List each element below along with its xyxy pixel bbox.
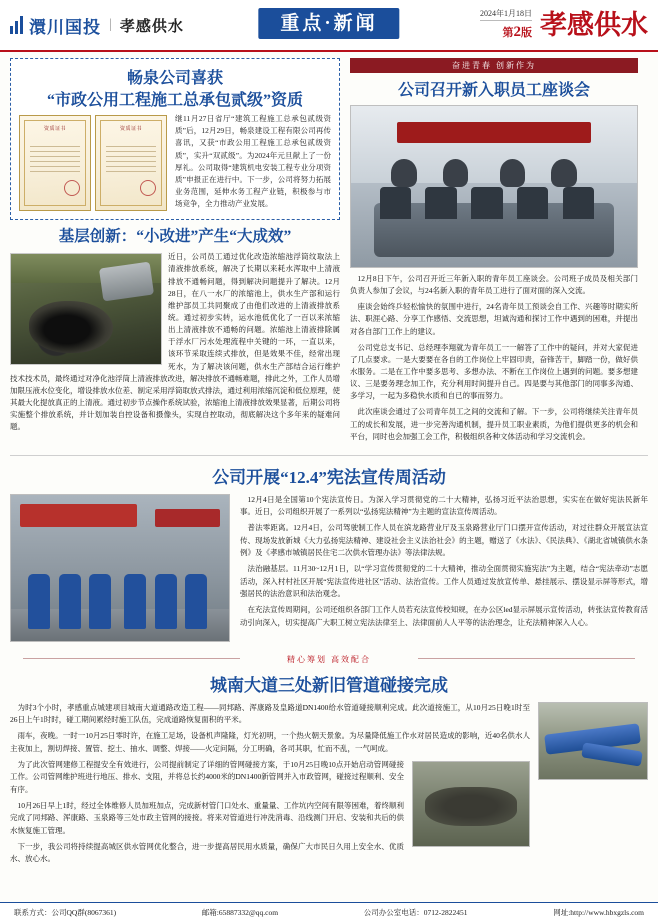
issue-date: 2024年1月18日 [480, 9, 532, 21]
photo-meeting-banner [397, 122, 591, 143]
article-qualification [10, 58, 340, 220]
photo-law-promotion-booth [10, 494, 230, 642]
photo-meeting-room [350, 105, 638, 268]
footer-website[interactable]: 网址:http://www.hbxgzls.com [553, 908, 644, 917]
article-grassroots-body: 近日，公司员工通过优化改造浓缩池浮筒纹取法上清液排放系统，解决了长期以来耗水浑取中上清液排放不通畅问题，得到解决问题提升了解决。12月28日，在八一水厂的浓缩池上，供水生产部和运行维护部员工共同聚成了由他们改进的上清液排放系统。通过初步实转，运水池低优化了一百以来浓缩出上清液排放不通畅的问题。浓缩池上清液排除属于浮水厂污水处理流程中关键的一环，一直以来，该环节采取连续式排放，但是效果不佳，经常出现死水，为了解决该问题，供水生产部结合运行维护技术技术员，最终通过对净化池浮筒上清液排放改进，解决排放不通畅难题，排此之外，工作人员增加限压液水位变化，增设排放水位差、制定采用浮筒取放式排法，通过利用浓缩沉淀和低位原理，使其最大化提放真正的上清液。通过初步节点操作系统试验，浓缩池上清液排放效果显著，后期公司将实施整个排放系统，并计划加装自控设备和摄像头，实现自控取动，彻底解决这个多年来的疑难问题。 [10, 252, 340, 432]
photo-volunteer [28, 574, 50, 629]
article-pipeline-title: 城南大道三处新旧管道碰接完成 [210, 675, 448, 695]
right-column [350, 58, 638, 447]
page-number-label [480, 23, 532, 41]
paragraph: 下一步，我公司将持续提高城区供水管网优化整合，进一步提高居民用水质量，确保广大市民日久用上安全水、优质水、放心水。 [10, 841, 404, 864]
page-label-pre: 第 [502, 26, 514, 39]
masthead [0, 0, 658, 52]
certificate-photo-group [19, 115, 169, 211]
paragraph: 座谈会始终乒轻松愉快的氛围中进行，24名青年员工预谈会自工作、兴趣等时期实所法、职涯心路、分享工作感悟、交流思想，坦诚沟通和探讨工作中遇到的困难，并提出对各自部门工作上的建议。 [350, 302, 638, 336]
paragraph: 12月8日下午，公司召开近三年新入职的青年员工座谈会。公司班子成员及相关部门负责人参加了会议，与24名新入职的青年员工进行了面对面的深入交流。 [350, 274, 638, 296]
article-qualification-title-line1: 畅泉公司喜获 [126, 70, 223, 87]
footer-email: 邮箱:65887332@qq.com [201, 908, 279, 917]
article-new-employees-body [350, 273, 638, 443]
article-pipeline-body [10, 702, 648, 870]
org-secondary-name: 孝感供水 [119, 18, 184, 35]
paragraph: 为了此次管网建修工程提安全有效进行，公司提前制定了详细的管网碰接方案，于10月25日晚10点开始启动管网碰接工作。公司管网维护班进行地压、排水、支阻，并将总长约4000米的DN1400新管网并入市政管网，碰接过程顺利、安全有序。 [10, 760, 404, 794]
org-primary-name: 澴川国投 [29, 17, 101, 37]
page-footer [0, 902, 658, 922]
paragraph: 法治融基层。11月30~12月1日，以“学习宣传贯彻党的二十大精神，推动全面贯彻实施宪法”为主题，结合“宪法牵动”志愿活动，深入村村社区开展“宪法宣传进社区”活动、法治宣传。工作人员通过发放宣传单、悬挂展示、摆设显示屏等形式，增强居民的法治意识和法治观念。 [240, 564, 648, 598]
paragraph: 为时3个小时，孝感重点城建项目城南大道通路改造工程——同邦路、浑康路及皇路道DN1400给水管道碰接顺利完成。此次道接施工，从10月25日晚1时至26日上午1时时，碰工期间累经时施工队伍，完成道路恢复面积的平米。 [10, 702, 530, 725]
article-qualification-body-wrap [19, 113, 331, 213]
photo-volunteer [185, 574, 207, 629]
article-pipeline-connection [10, 649, 648, 870]
article-constitution-title: 公司开展“12.4”宪法宣传周活动 [212, 467, 446, 487]
photo-concentration-tank [10, 253, 162, 365]
photo-pipe-secondary [581, 742, 643, 766]
photo-excavation-trench [412, 761, 530, 847]
certificate-caption-right: 资质证书 [119, 127, 142, 133]
page-content [0, 52, 658, 869]
certificate-lines-left [30, 146, 80, 176]
article-constitution-row [10, 494, 648, 642]
photo-person [500, 159, 526, 186]
photo-blue-pipes [538, 702, 648, 780]
article-constitution-week [10, 455, 648, 642]
footer-contact-qq: 联系方式：公司QQ群(8067361) [14, 908, 117, 917]
paragraph: 此次座谈会通过了公司青年员工之间的交流和了解。下一步，公司将继续关注青年员工的成长和发展，进一步完善沟通机制，提升员工职业素质，为他们提供更多的机会和平台，同时也会加强工会工作，积极组织各种文体活动和学习交流机会。 [350, 407, 638, 441]
kicker-tag-new-employees: 奋进青春 创新作为 [350, 58, 638, 73]
photo-pipe-segment [99, 262, 154, 302]
paragraph: 12月4日是全国第10个宪法宣传日。为深入学习贯彻党的二十大精神，弘扬习近平法治思想，实实在在做好宪法民新年事。近日，公司组织开展了一系列以“弘扬宪法精神”为主题的宣法宣传周活动。 [240, 494, 648, 517]
paragraph: 10月26日早上1时，经过全体维修人员加班加点，完成新材管门口处水、重量量、工作坑内空间有限等困难，着终顺利完成了同邦路、浑康路、玉泉路等三处市政主管网的接接。将来对管道进行冲洗消毒、沿线测门开启、安装和共后的供水恢复施工管理。 [10, 800, 404, 835]
kicker-tag-pipeline: 精心筹划 高效配合 [279, 654, 379, 665]
photo-tank-opening [29, 301, 113, 354]
paper-title: 孝感供水 [540, 9, 648, 41]
article-qualification-title [19, 68, 331, 111]
certificate-lines-right [106, 146, 156, 176]
masthead-brand [10, 13, 184, 38]
photo-chair [563, 187, 594, 219]
article-constitution-body [240, 494, 648, 642]
photo-volunteer [155, 574, 177, 629]
photo-chair [517, 187, 548, 219]
photo-volunteer [59, 574, 81, 629]
photo-chair [471, 187, 502, 219]
certificate-image-right [95, 115, 167, 211]
photo-chair [425, 187, 456, 219]
article-grassroots-body-wrap [10, 251, 340, 433]
issue-info [480, 9, 532, 41]
top-row [10, 58, 648, 447]
photo-volunteer [124, 574, 146, 629]
photo-person [443, 159, 469, 186]
article-new-employees-title: 公司召开新入职员工座谈会 [397, 82, 590, 99]
article-grassroots-innovation [10, 227, 340, 433]
certificate-image-left [19, 115, 91, 211]
section-badge-wrap [258, 8, 399, 35]
article-grassroots-title: 基层创新：“小改进”产生“大成效” [58, 228, 292, 246]
certificate-seal-right [140, 180, 156, 196]
photo-red-tent-right [155, 509, 220, 527]
article-qualification-title-line2: “市政公用工程施工总承包贰级”资质 [46, 91, 303, 109]
masthead-right [480, 9, 648, 41]
footer-phone: 公司办公室电话：0712-2822451 [363, 908, 468, 917]
paragraph: 在充法宣传周期间，公司还组织各部门工作人员若充法宣传校知规，在办公区led显示屏展示宣传活动，转张法宣传教育活动引向深入，切实提高广大职工树立宪法法律至上、法律面前人人平等的法治理念，让充法精神深入人心。 [240, 605, 648, 627]
photo-person [551, 159, 577, 186]
certificate-seal-left [64, 180, 80, 196]
kicker-tag-wrap [10, 649, 648, 667]
page-number: 2 [513, 23, 521, 40]
article-qualification-body: 继11月27日省厅“建筑工程施工总承包贰级资质”后，12月29日，畅泉建设工程有限公司再传喜讯，又获“市政公用工程施工总承包贰级资质”，实升“双贰级”。为2024年元旦献上了一份厚礼。公司取得“建筑机电安装工程专业分项资质”申报正在进行中。下一步，公司将努力拓展业务范围，延伸水务工程产业链，积极参与市场竞争，全力推动产业发展。 [175, 114, 331, 209]
brand-separator: | [109, 17, 112, 32]
photo-person [391, 159, 417, 186]
photo-volunteer [89, 574, 111, 629]
page-label-post: 版 [521, 26, 532, 39]
certificate-caption-left: 资质证书 [43, 127, 66, 133]
paragraph: 公司党总支书记、总经理李翔就为青年员工一一解答了工作中的疑问，并对大家促进了几点要求。一是大要要在各自的工作岗位上牢固印责，奋锋苦干，脚踏一份，做好供水服务。二是在工作中要多思考、多想办法、不断在工作岗位上遇到的问题。要多想建议、三是要务理念加工作，充分利用时间提升自己。四是要与其他部门的同事多沟通、多学习，一起为多稳快水质和自已的事而努力。 [350, 342, 638, 401]
section-badge: 重点·新闻 [258, 8, 399, 39]
paragraph: 普法零距离。12月4日，公司驾驶制工作人员在滨龙路营业厅及玉泉路营业厅门口摆开宣传活动，对过往群众开展宣法宣传、现场发放新城《大力弘扬宪法精神、建设社会主义法治社会》的主题，赠送了《水法》、《民法典》、《湖北省城镇供水条例》及《孝感市城镇居民住宅二次供水管理办法》等法律法规。 [240, 523, 648, 558]
paragraph: 雨车，夜晚。一时一10月25日零时许，在施工足场，设备机声隆隆，灯光初明，一个热火朝天景象。为尽量降低施工作水对居民造成的影响，近40名供水人主夜加上，割切焊接、置管、挖土、抽水、调整、焊接——火定问隔，分工明确，各司其职，忙而不乱，一气呵成。 [10, 731, 530, 753]
photo-chair [380, 187, 411, 219]
photo-red-tent-left [20, 504, 138, 527]
left-column [10, 58, 340, 447]
chart-bars-logo-icon [10, 16, 23, 34]
photo-trench-hole [425, 787, 518, 826]
